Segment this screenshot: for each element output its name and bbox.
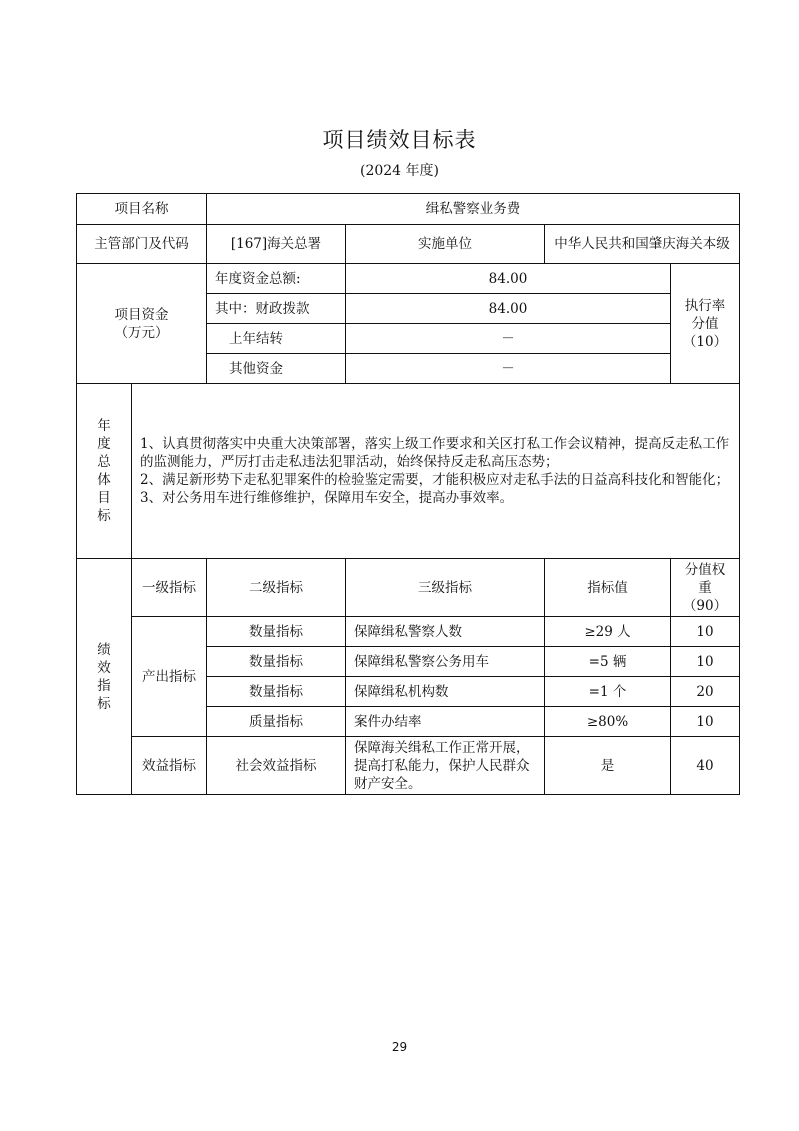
weight-cell: 40 xyxy=(671,737,740,795)
value-cell: =1 个 xyxy=(545,677,671,707)
weight-cell: 20 xyxy=(671,677,740,707)
project-name-row xyxy=(77,194,740,225)
funds-carryover-label: 上年结转 xyxy=(207,324,346,354)
level3-cell: 案件办结率 xyxy=(346,707,545,737)
page-subtitle: (2024 年度) xyxy=(359,163,439,179)
annual-goals-text: 1、认真贯彻落实中央重大决策部署，落实上级工作要求和关区打私工作会议精神，提高反走私工作的监测能力，严厉打击走私违法犯罪活动，始终保持反走私高压态势； 2、满足新形势下走私犯罪案件的检验鉴定需要，才能积极应对走私手法的日益高科技化和智能化； 3、对公务用车进行维修维护，保障用车安全，提高办事效率。 xyxy=(132,384,740,559)
col-level1-header: 一级指标 xyxy=(132,559,207,617)
level3-cell: 保障缉私警察公务用车 xyxy=(346,647,545,677)
col-weight-header: 分值权 重 （90） xyxy=(671,559,740,617)
level2-cell: 数量指标 xyxy=(207,677,346,707)
value-cell: ≥29 人 xyxy=(545,617,671,647)
annual-goals-row xyxy=(77,384,740,559)
level2-cell: 数量指标 xyxy=(207,617,346,647)
output-indicator-label: 产出指标 xyxy=(132,617,207,737)
execution-rate-label: 执行率 分值 （10） xyxy=(671,264,740,384)
project-name-label: 项目名称 xyxy=(77,194,207,225)
indicators-label: 绩 效 指 标 xyxy=(77,559,132,795)
value-cell: =5 辆 xyxy=(545,647,671,677)
implementing-unit-value: 中华人民共和国肇庆海关本级 xyxy=(545,225,740,264)
weight-cell: 10 xyxy=(671,617,740,647)
funds-total-label: 年度资金总额: xyxy=(207,264,346,294)
col-level3-header: 三级指标 xyxy=(346,559,545,617)
department-value: [167]海关总署 xyxy=(207,225,346,264)
funds-fiscal-label: 其中：财政拨款 xyxy=(207,294,346,324)
table-row xyxy=(77,617,740,647)
annual-goals-label: 年 度 总 体 目 标 xyxy=(77,384,132,559)
implementing-unit-label: 实施单位 xyxy=(346,225,545,264)
benefit-indicator-label: 效益指标 xyxy=(132,737,207,795)
indicator-header-row xyxy=(77,559,740,617)
funds-other-label: 其他资金 xyxy=(207,354,346,384)
col-value-header: 指标值 xyxy=(545,559,671,617)
funds-carryover-value: － xyxy=(346,324,671,354)
col-level2-header: 二级指标 xyxy=(207,559,346,617)
project-name-value: 缉私警察业务费 xyxy=(207,194,740,225)
level3-cell: 保障缉私警察人数 xyxy=(346,617,545,647)
department-row xyxy=(77,225,740,264)
level3-cell: 保障海关缉私工作正常开展，提高打私能力，保护人民群众财产安全。 xyxy=(346,737,545,795)
level2-cell: 数量指标 xyxy=(207,647,346,677)
weight-cell: 10 xyxy=(671,707,740,737)
value-cell: ≥80% xyxy=(545,707,671,737)
funds-total-value: 84.00 xyxy=(346,264,671,294)
page-number: 29 xyxy=(391,1040,408,1054)
page-title: 项目绩效目标表 xyxy=(322,128,477,152)
performance-table xyxy=(76,193,740,795)
value-cell: 是 xyxy=(545,737,671,795)
funds-other-value: － xyxy=(346,354,671,384)
level2-cell: 质量指标 xyxy=(207,707,346,737)
department-label: 主管部门及代码 xyxy=(77,225,207,264)
level2-cell: 社会效益指标 xyxy=(207,737,346,795)
funds-fiscal-value: 84.00 xyxy=(346,294,671,324)
table-row xyxy=(77,737,740,795)
funds-total-row xyxy=(77,264,740,294)
funds-label: 项目资金 （万元） xyxy=(77,264,207,384)
weight-cell: 10 xyxy=(671,647,740,677)
level3-cell: 保障缉私机构数 xyxy=(346,677,545,707)
